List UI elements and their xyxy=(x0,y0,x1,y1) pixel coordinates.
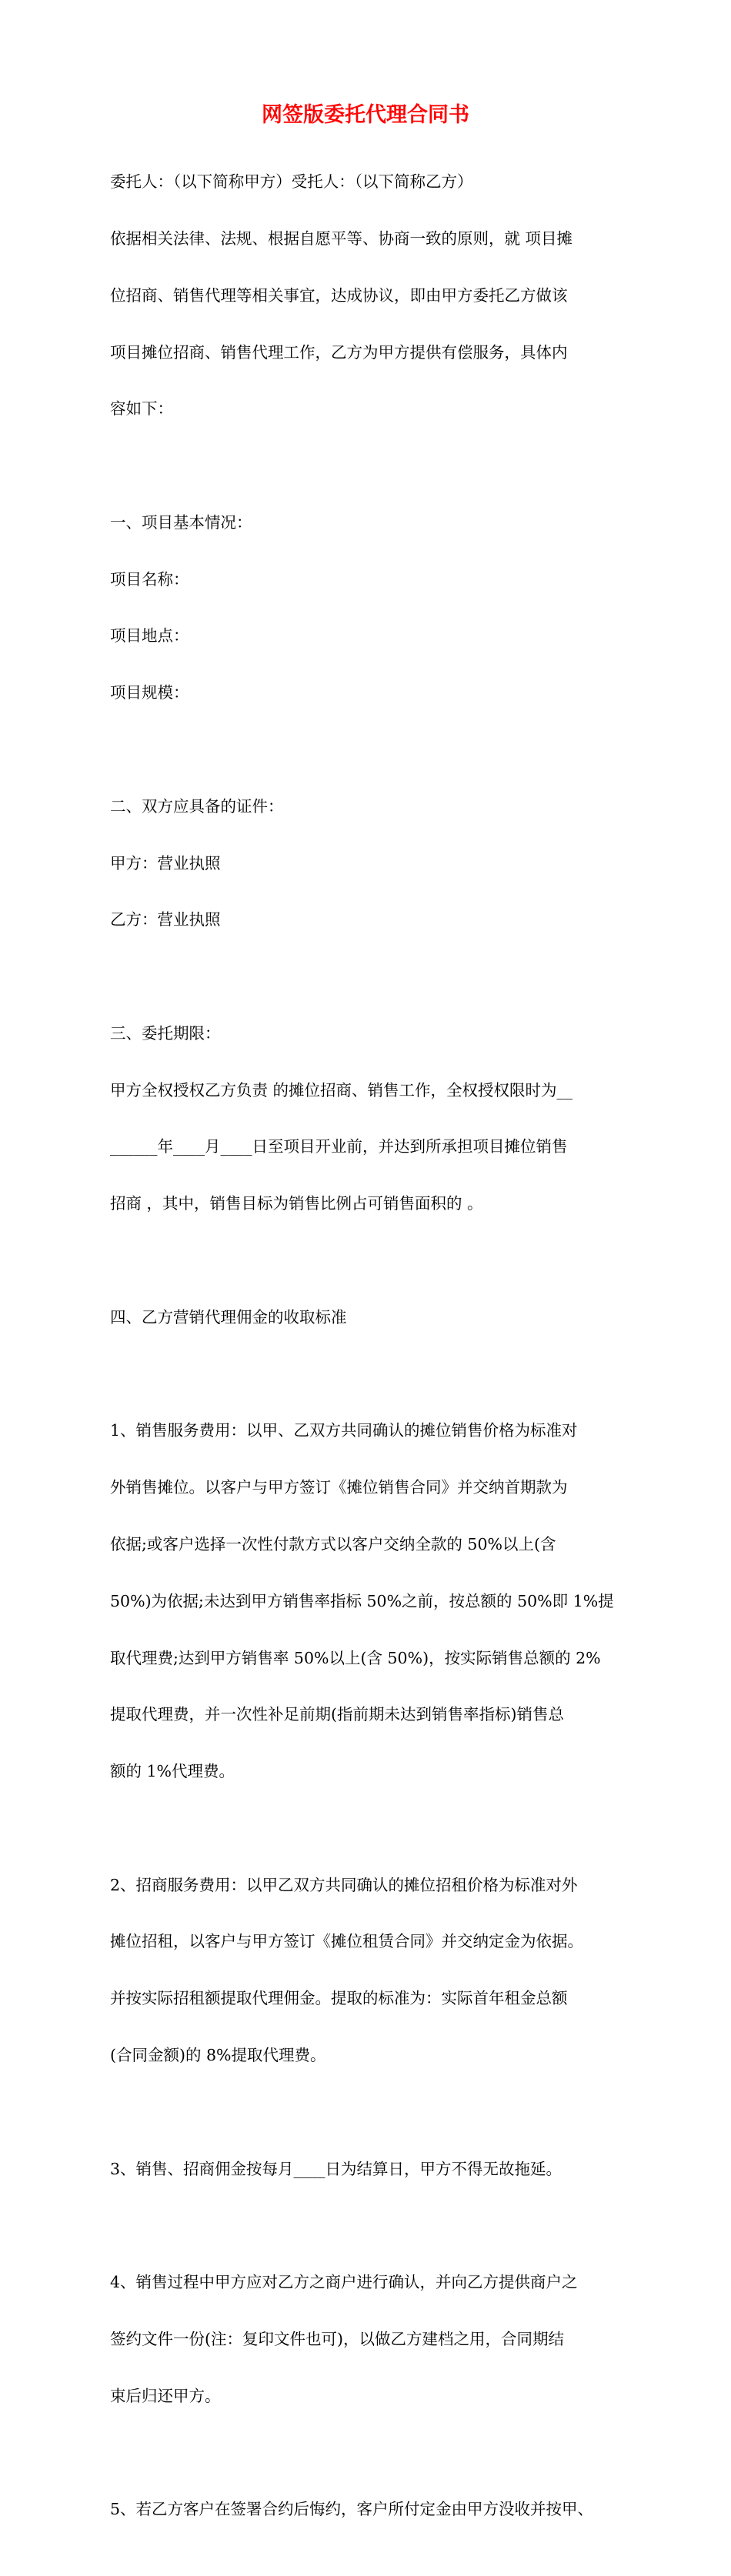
section-project-info xyxy=(110,475,633,740)
text-line: 项目摊位招商、销售代理工作，乙方为甲方提供有偿服务，具体内 xyxy=(110,342,568,362)
text-line: 2、招商服务费用：以甲乙双方共同确认的摊位招租价格为标准对外 xyxy=(110,1875,578,1894)
preamble-paragraph xyxy=(110,135,633,456)
text-line: ______年____月____日至项目开业前，并达到所承担项目摊位销售 xyxy=(110,1137,568,1156)
section-term xyxy=(110,986,633,1251)
text-line: 3、销售、招商佣金按每月____日为结算日，甲方不得无故拖延。 xyxy=(110,2159,562,2178)
text-line: 位招商、销售代理等相关事宜，达成协议，即由甲方委托乙方做该 xyxy=(110,285,568,305)
text-line: 1、销售服务费用：以甲、乙双方共同确认的摊位销售价格为标准对 xyxy=(110,1421,578,1440)
text-line: 甲方：营业执照 xyxy=(110,853,221,873)
clause-5-default xyxy=(110,2462,633,2557)
text-line: 签约文件一份(注：复印文件也可)，以做乙方建档之用，合同期结 xyxy=(110,2329,564,2348)
section-certificates xyxy=(110,759,633,968)
document-body xyxy=(110,135,633,2576)
text-line: 提取代理费，并一次性补足前期(指前期未达到销售率指标)销售总 xyxy=(110,1705,564,1724)
text-line: 项目地点： xyxy=(110,626,189,646)
section-commission-heading xyxy=(110,1270,633,1365)
section-heading: 四、乙方营销代理佣金的收取标准 xyxy=(110,1307,347,1326)
text-line: 容如下： xyxy=(110,399,173,419)
text-line: 5、若乙方客户在签署合约后悔约，客户所付定金由甲方没收并按甲、 xyxy=(110,2500,594,2519)
document-title: 网签版委托代理合同书 xyxy=(262,103,469,127)
text-line: 4、销售过程中甲方应对乙方之商户进行确认，并向乙方提供商户之 xyxy=(110,2273,578,2292)
text-line: 招商 ，其中，销售目标为销售比例占可销售面积的 。 xyxy=(110,1194,483,1213)
text-line: (合同金额)的 8%提取代理费。 xyxy=(110,2045,326,2064)
text-line: 项目规模： xyxy=(110,683,189,702)
section-heading: 三、委托期限： xyxy=(110,1023,221,1043)
text-line: 并按实际招租额提取代理佣金。提取的标准为：实际首年租金总额 xyxy=(110,1989,568,2008)
text-line: 乙方：营业执照 xyxy=(110,910,221,929)
text-line: 额的 1%代理费。 xyxy=(110,1762,235,1781)
text-line: 摊位招租，以客户与甲方签订《摊位租赁合同》并交纳定金为依据。 xyxy=(110,1932,583,1951)
text-line: 甲方全权授权乙方负责 的摊位招商、销售工作，全权授权限时为__ xyxy=(110,1080,573,1099)
text-line: 外销售摊位。以客户与甲方签订《摊位销售合同》并交纳首期款为 xyxy=(110,1478,568,1497)
clause-1-sales-fee xyxy=(110,1383,633,1819)
text-line: 依据相关法律、法规、根据自愿平等、协商一致的原则，就 项目摊 xyxy=(110,229,573,248)
section-heading: 一、项目基本情况： xyxy=(110,512,252,532)
text-line: 50%)为依据;未达到甲方销售率指标 50%之前，按总额的 50%即 1%提 xyxy=(110,1591,614,1610)
clause-2-leasing-fee xyxy=(110,1837,633,2102)
text-line: 束后归还甲方。 xyxy=(110,2386,221,2405)
text-line: 取代理费;达到甲方销售率 50%以上(含 50%)，按实际销售总额的 2% xyxy=(110,1648,601,1667)
section-heading: 二、双方应具备的证件： xyxy=(110,796,284,816)
text-line: 委托人：（以下简称甲方）受托人：（以下简称乙方） xyxy=(110,172,473,192)
text-line: 依据;或客户选择一次性付款方式以客户交纳全款的 50%以上(含 xyxy=(110,1534,556,1553)
text-line: 项目名称： xyxy=(110,569,189,589)
clause-3-settlement xyxy=(110,2121,633,2216)
clause-4-confirmation xyxy=(110,2235,633,2444)
